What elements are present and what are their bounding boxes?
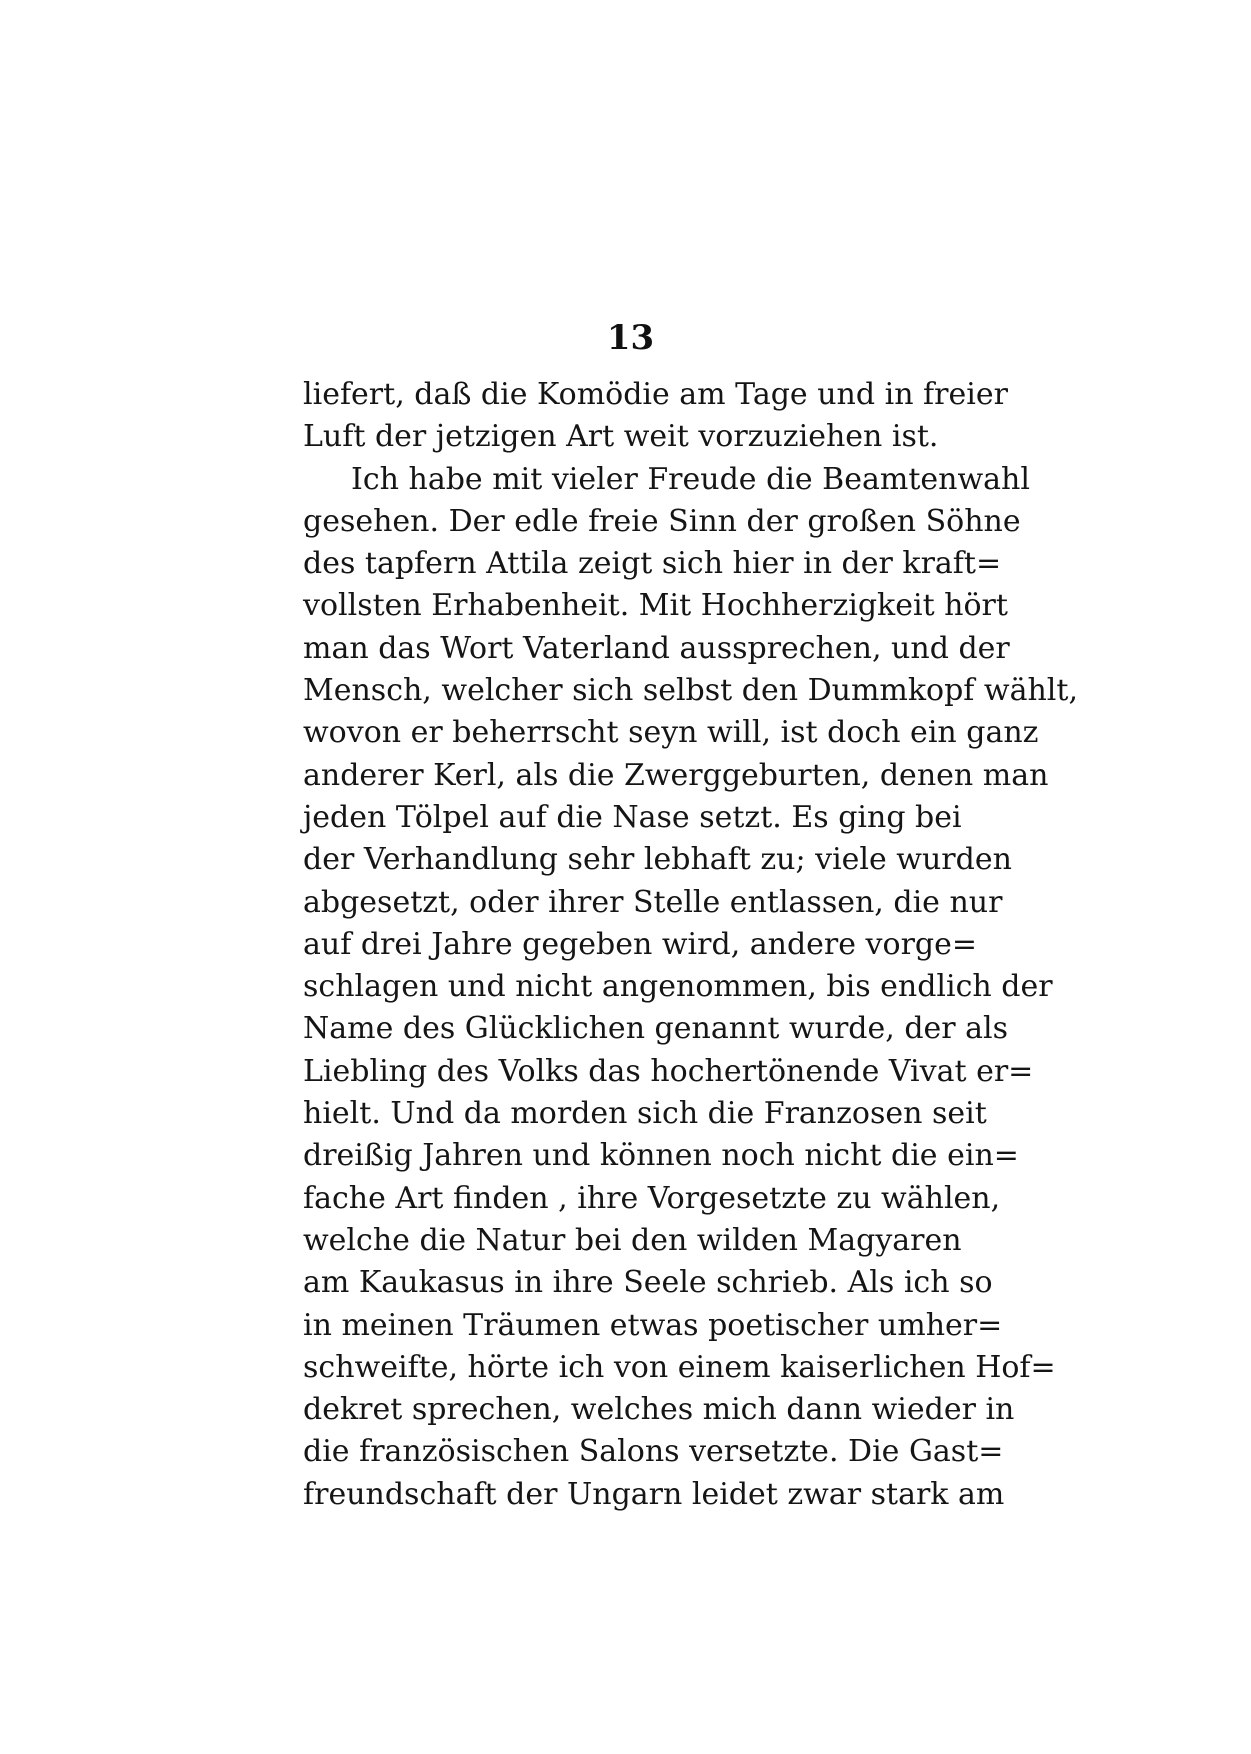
text-line: dreißig Jahren und können noch nicht die ein= xyxy=(303,1138,1019,1174)
text-line: auf drei Jahre gegeben wird, andere vorge= xyxy=(303,926,978,962)
text-line: man das Wort Vaterland aussprechen, und der xyxy=(303,630,1010,666)
text-line: Ich habe mit vieler Freude die Beamtenwahl xyxy=(351,461,1030,497)
text-line: schlagen und nicht angenommen, bis endlich der xyxy=(303,969,1053,1005)
text-line: die französischen Salons versetzte. Die Gast= xyxy=(303,1434,1004,1470)
text-line: Luft der jetzigen Art weit vorzuziehen ist. xyxy=(303,419,939,455)
text-line: freundschaft der Ungarn leidet zwar stark am xyxy=(303,1476,1005,1512)
text-line: Liebling des Volks das hochertönende Vivat er= xyxy=(303,1053,1034,1089)
text-line: wovon er beherrscht seyn will, ist doch ein ganz xyxy=(303,715,1039,751)
text-line: des tapfern Attila zeigt sich hier in der kraft= xyxy=(303,546,1002,582)
text-line: jeden Tölpel auf die Nase setzt. Es ging bei xyxy=(303,799,962,835)
text-line: welche die Natur bei den wilden Magyaren xyxy=(303,1222,962,1258)
body-text xyxy=(303,374,1078,1516)
page-number: 13 xyxy=(606,318,655,358)
text-line: anderer Kerl, als die Zwerggeburten, denen man xyxy=(303,757,1049,793)
text-line: Name des Glücklichen genannt wurde, der als xyxy=(303,1011,1009,1047)
text-line: schweifte, hörte ich von einem kaiserlichen Hof= xyxy=(303,1349,1056,1385)
text-line: am Kaukasus in ihre Seele schrieb. Als ich so xyxy=(303,1265,993,1301)
text-line: dekret sprechen, welches mich dann wieder in xyxy=(303,1392,1015,1428)
text-line: hielt. Und da morden sich die Franzosen seit xyxy=(303,1096,987,1132)
text-line: fache Art finden , ihre Vorgesetzte zu wählen, xyxy=(303,1180,1001,1216)
text-line: Mensch, welcher sich selbst den Dummkopf wählt, xyxy=(303,673,1078,709)
text-line: vollsten Erhabenheit. Mit Hochherzigkeit hört xyxy=(303,588,1008,624)
text-line: gesehen. Der edle freie Sinn der großen Söhne xyxy=(303,503,1021,539)
text-line: liefert, daß die Komödie am Tage und in freier xyxy=(303,377,1008,412)
text-line: der Verhandlung sehr lebhaft zu; viele wurden xyxy=(303,842,1012,878)
text-line: in meinen Träumen etwas poetischer umher= xyxy=(303,1307,1003,1343)
text-line: abgesetzt, oder ihrer Stelle entlassen, die nur xyxy=(303,884,1003,920)
